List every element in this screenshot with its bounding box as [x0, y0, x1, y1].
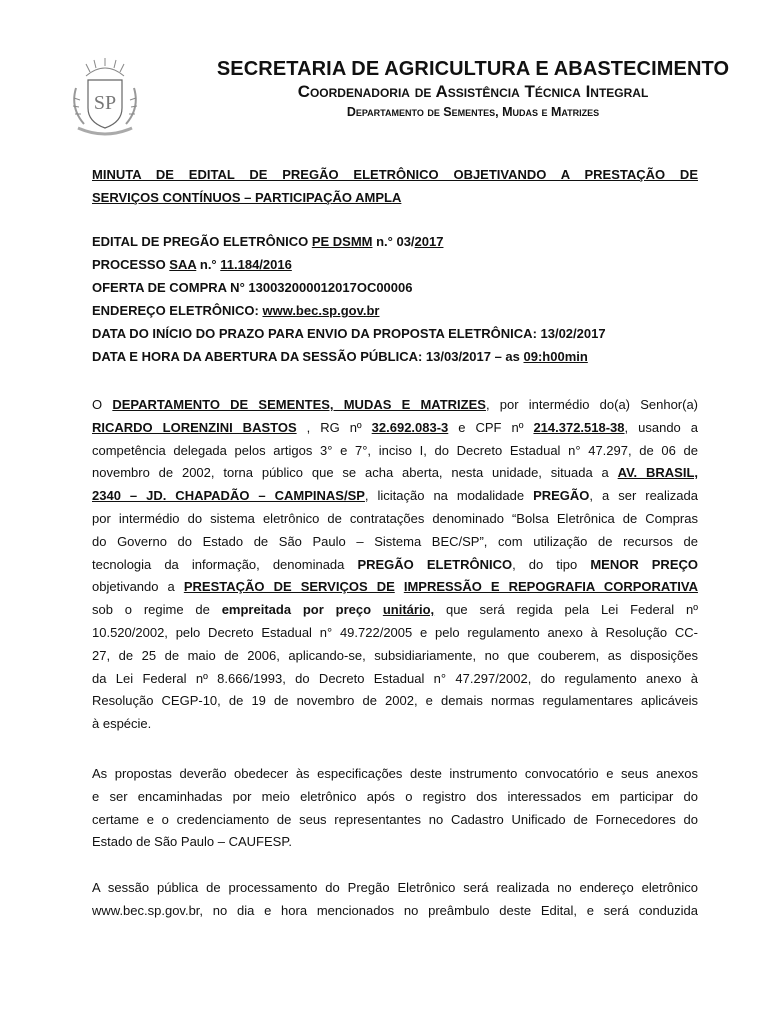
- minuta-title: [92, 163, 698, 209]
- coordenadoria-title: Coordenadoria de Assistência Técnica Integral: [297, 82, 649, 101]
- paragraph-2: [92, 763, 698, 854]
- secretaria-title: SECRETARIA DE AGRICULTURA E ABASTECIMENTO: [216, 58, 730, 80]
- paragraph-1: [92, 394, 698, 736]
- p1-line: 2340 – JD. CHAPADÃO – CAMPINAS/SP, licitação na modalidade PREGÃO, a ser realizada: [92, 488, 698, 504]
- departamento-title: Departamento de Sementes, Mudas e Matrizes: [346, 105, 600, 119]
- p3-line: www.bec.sp.gov.br, no dia e hora mencionados no preâmbulo deste Edital, e será conduzida: [92, 902, 698, 918]
- minuta-line-1: MINUTA DE EDITAL DE PREGÃO ELETRÔNICO OBJETIVANDO A PRESTAÇÃO DE: [92, 167, 698, 182]
- paragraph-3: [92, 877, 698, 923]
- seal-letters: SP: [93, 92, 117, 114]
- p1-line: competência delegada pelos artigos 3° e 7°, inciso I, do Decreto Estadual n° 47.297, de 06 de: [92, 442, 698, 458]
- p1-line: RICARDO LORENZINI BASTOS , RG nº 32.692.083-3 e CPF nº 214.372.518-38, usando a: [92, 419, 698, 435]
- p1-line: objetivando a PRESTAÇÃO DE SERVIÇOS DE IMPRESSÃO E REPOGRAFIA CORPORATIVA: [92, 579, 699, 595]
- p2-line: e ser encaminhadas por meio eletrônico após o registro dos interessados em participar do: [92, 788, 698, 804]
- data-inicio-prazo: DATA DO INÍCIO DO PRAZO PARA ENVIO DA PROPOSTA ELETRÔNICA: 13/02/2017: [92, 326, 606, 341]
- p2-line: As propostas deverão obedecer às especificações deste instrumento convocatório e seus anexos: [92, 766, 698, 781]
- processo-number: PROCESSO SAA n.° 11.184/2016: [92, 257, 292, 272]
- p2-line: certame e o credenciamento de seus representantes no Cadastro Unificado de Fornecedores do: [92, 811, 698, 827]
- p1-line: 10.520/2002, pelo Decreto Estadual n° 49.722/2005 e pelo regulamento anexo à Resolução CC-: [92, 624, 698, 640]
- p3-line: A sessão pública de processamento do Pregão Eletrônico será realizada no endereço eletrônico: [92, 880, 698, 895]
- p1-line: 27, de 25 de maio de 2006, aplicando-se, subsidiariamente, no que couberem, as disposições: [92, 647, 698, 663]
- endereco-eletronico: ENDEREÇO ELETRÔNICO: www.bec.sp.gov.br: [92, 303, 380, 318]
- p1-line: sob o regime de empreitada por preço unitário, que será regida pela Lei Federal nº: [92, 602, 698, 618]
- p1-line: à espécie.: [92, 716, 152, 732]
- p1-line: tecnologia da informação, denominada PREGÃO ELETRÔNICO, do tipo MENOR PREÇO: [92, 556, 698, 572]
- data-abertura-sessao: DATA E HORA DA ABERTURA DA SESSÃO PÚBLICA: 13/03/2017 – as 09:h00min: [92, 349, 588, 364]
- bec-link[interactable]: www.bec.sp.gov.br: [262, 303, 380, 318]
- p1-line: por intermédio do sistema eletrônico de contratações denominado “Bolsa Eletrônica de Compras: [92, 510, 698, 526]
- edital-number: EDITAL DE PREGÃO ELETRÔNICO PE DSMM n.° 03/2017: [92, 234, 444, 249]
- p1-line: da Lei Federal nº 8.666/1993, do Decreto Estadual n° 47.297/2002, do regulamento anexo à: [92, 670, 698, 686]
- p1-line: O DEPARTAMENTO DE SEMENTES, MUDAS E MATRIZES, por intermédio do(a) Senhor(a): [92, 397, 699, 412]
- p1-line: do Governo do Estado de São Paulo – Sistema BEC/SP”, com utilização de recursos de: [92, 533, 698, 549]
- minuta-line-2: SERVIÇOS CONTÍNUOS – PARTICIPAÇÃO AMPLA: [92, 190, 402, 205]
- oferta-compra: OFERTA DE COMPRA N° 13003200001​2017OC00006: [92, 280, 413, 295]
- p1-line: Resolução CEGP-10, de 19 de novembro de 2002, e demais normas regulamentares aplicáveis: [92, 693, 698, 709]
- p1-line: novembro de 2002, torna público que se acha aberta, nesta unidade, situada a AV. BRASIL,: [92, 465, 699, 481]
- p2-line: Estado de São Paulo – CAUFESP.: [92, 834, 292, 850]
